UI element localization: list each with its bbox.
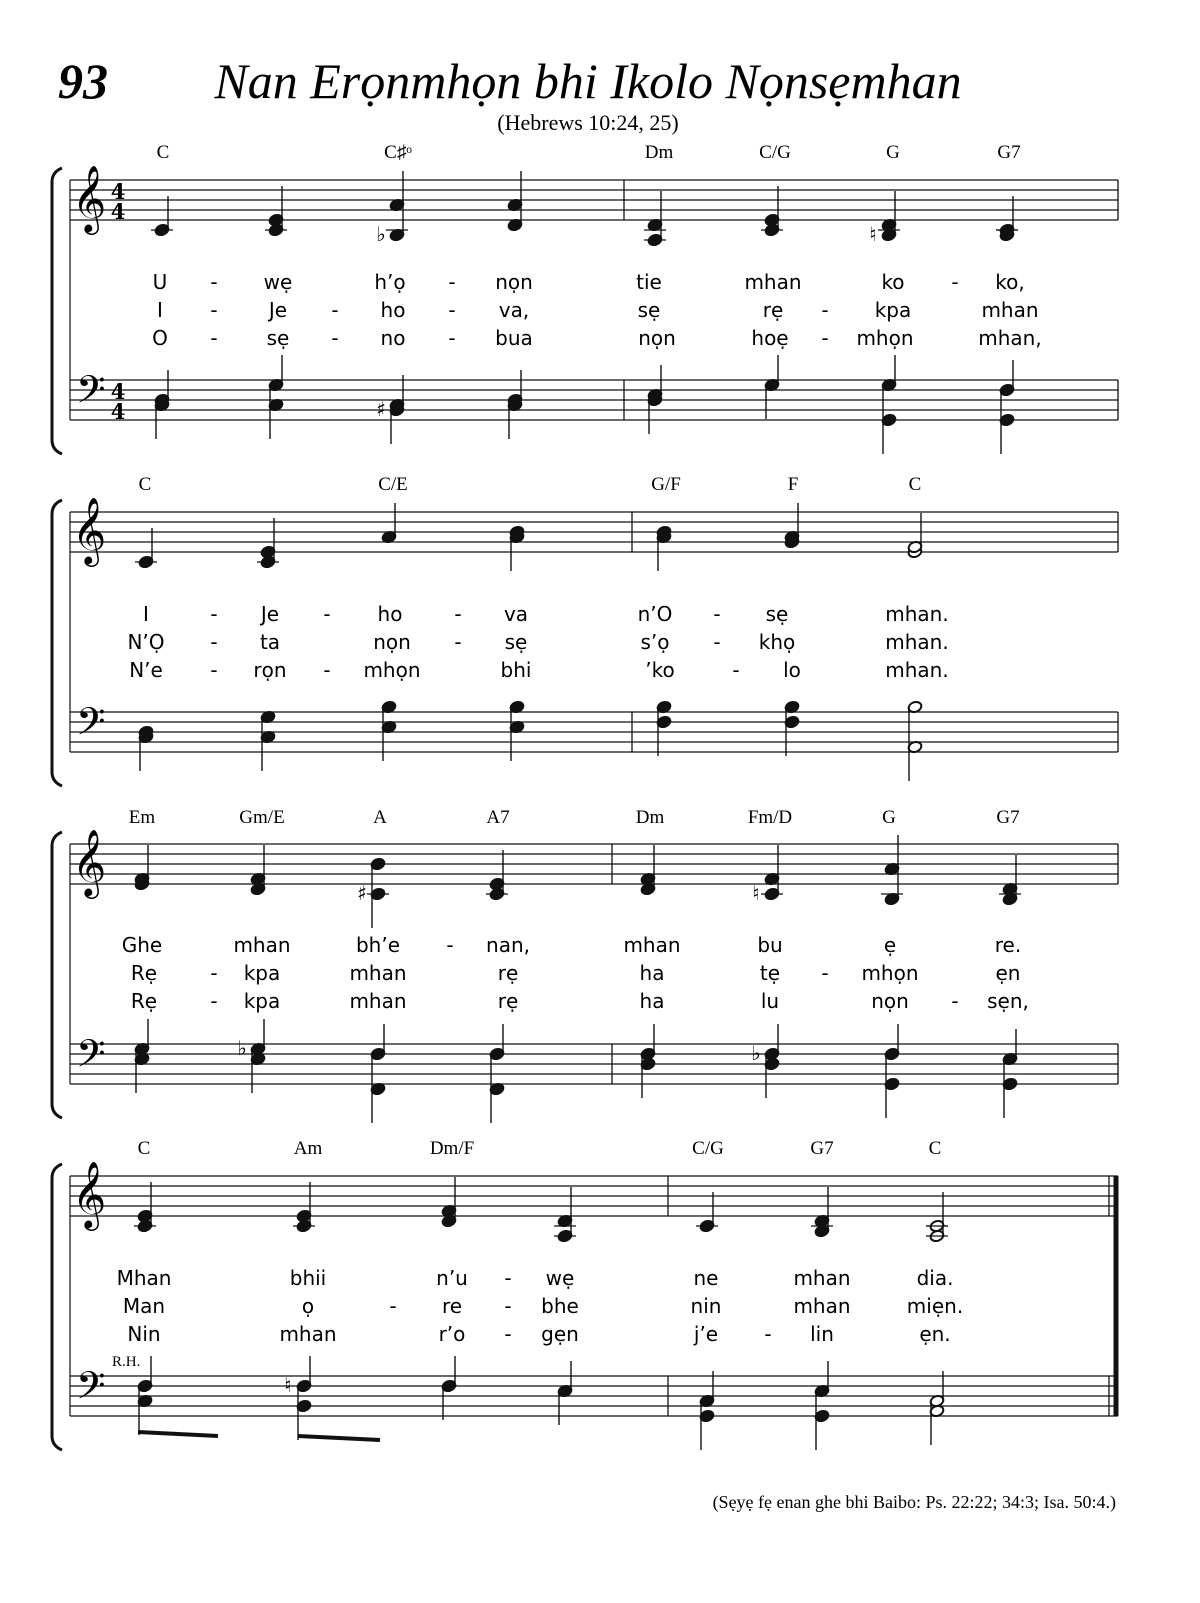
treble-clef: 𝄞	[72, 496, 107, 564]
lyric-syllable-verse-1: ko	[881, 270, 905, 294]
lyric-syllable-verse-2: khọ	[758, 630, 796, 654]
lyric-syllable-verse-3: -	[210, 989, 218, 1013]
lyric-syllable-verse-2: -	[389, 1294, 397, 1318]
lyric-syllable-verse-1: mhan	[793, 1266, 851, 1290]
lyric-syllable-verse-1: Ghe	[121, 933, 163, 957]
lyric-syllable-verse-3: kpa	[243, 989, 281, 1013]
lyric-syllable-verse-2: mhan.	[885, 630, 949, 654]
lyric-syllable-verse-2: rẹ	[497, 961, 519, 985]
chord-symbol: G7	[996, 807, 1020, 828]
lyric-syllable-verse-2: -	[210, 298, 218, 322]
lyric-syllable-verse-3: -	[821, 326, 829, 350]
lyric-syllable-verse-2: rẹ	[762, 298, 784, 322]
lyric-syllable-verse-1: -	[323, 602, 331, 626]
lyric-syllable-verse-3: ha	[639, 989, 665, 1013]
lyric-syllable-verse-3: -	[210, 326, 218, 350]
chord-symbol: Gm/E	[239, 807, 285, 828]
chord-symbol: C	[928, 1138, 942, 1159]
chord-symbol: G7	[997, 142, 1021, 163]
lyric-syllable-verse-3: no	[380, 326, 406, 350]
lyric-syllable-verse-2: mhan	[793, 1294, 851, 1318]
lyric-syllable-verse-3: gẹn	[541, 1322, 579, 1346]
chord-symbol: Dm/F	[429, 1138, 475, 1159]
lyric-syllable-verse-2: -	[504, 1294, 512, 1318]
treble-clef: 𝄞	[72, 164, 107, 232]
lyric-syllable-verse-3: Nin	[127, 1322, 161, 1346]
lyric-syllable-verse-1: bhii	[289, 1266, 327, 1290]
hymn-number: 93	[58, 53, 108, 109]
lyric-syllable-verse-3: ẹn.	[919, 1322, 951, 1346]
chord-symbol: C	[138, 474, 152, 495]
lyric-syllable-verse-2: va,	[498, 298, 530, 322]
chord-symbol: G7	[810, 1138, 834, 1159]
chord-symbol: G	[886, 142, 900, 163]
system-4	[52, 1138, 1118, 1450]
chord-symbol: Em	[128, 807, 156, 828]
lyric-syllable-verse-1: nọn	[495, 270, 533, 294]
lyric-syllable-verse-1: Je	[260, 602, 280, 626]
system-brace	[52, 500, 62, 786]
system-3	[52, 807, 1118, 1123]
lyric-syllable-verse-3: lo	[783, 658, 801, 682]
lyric-syllable-verse-1: -	[210, 270, 218, 294]
lyric-syllable-verse-1: n’u	[436, 1266, 468, 1290]
accidental: ♮	[284, 1373, 292, 1397]
system-brace	[52, 832, 62, 1118]
lyric-syllable-verse-2: -	[210, 630, 218, 654]
lyric-syllable-verse-2: s’ọ	[640, 630, 670, 654]
lyric-syllable-verse-2: sẹ	[637, 298, 661, 322]
lyric-syllable-verse-1: -	[210, 602, 218, 626]
lyric-syllable-verse-2: bhe	[541, 1294, 579, 1318]
scripture-reference: (Hebrews 10:24, 25)	[497, 110, 679, 135]
accidental: ♮	[869, 222, 877, 246]
chord-symbol: Dm	[635, 807, 665, 828]
lyric-syllable-verse-1: wẹ	[545, 1266, 575, 1290]
eighth-beam	[298, 1436, 380, 1440]
lyric-syllable-verse-1: Mhan	[116, 1266, 172, 1290]
lyric-syllable-verse-3: -	[331, 326, 339, 350]
lyric-syllable-verse-3: mhan	[349, 989, 407, 1013]
chord-symbol: C/G	[692, 1138, 724, 1159]
lyric-syllable-verse-3: rọn	[253, 658, 287, 682]
lyric-syllable-verse-3: -	[504, 1322, 512, 1346]
chord-symbol: C	[156, 142, 170, 163]
lyric-syllable-verse-2: kpa	[243, 961, 281, 985]
hymn-title: Nan Erọnmhọn bhi Ikolo Nọnsẹmhan	[214, 53, 962, 109]
lyric-syllable-verse-2: sẹ	[504, 630, 528, 654]
chord-symbol: G	[882, 807, 896, 828]
lyric-syllable-verse-3: Rẹ	[130, 989, 158, 1013]
lyric-syllable-verse-2: kpa	[874, 298, 912, 322]
lyric-syllable-verse-3: -	[323, 658, 331, 682]
lyric-syllable-verse-3: nọn	[638, 326, 676, 350]
chord-symbol: C♯ᵒ	[384, 142, 412, 163]
lyric-syllable-verse-3: mhan,	[978, 326, 1042, 350]
lyric-syllable-verse-3: sẹ	[266, 326, 290, 350]
lyric-syllable-verse-1: ko,	[995, 270, 1025, 294]
lyric-syllable-verse-3: -	[210, 658, 218, 682]
lyric-syllable-verse-3: sẹn,	[987, 989, 1029, 1013]
lyric-syllable-verse-3: r’o	[438, 1322, 466, 1346]
eighth-beam	[138, 1432, 218, 1436]
chord-symbol: G/F	[651, 474, 681, 495]
lyric-syllable-verse-3: N’e	[129, 658, 163, 682]
lyric-syllable-verse-2: -	[821, 961, 829, 985]
lyric-syllable-verse-1: mhan	[623, 933, 681, 957]
accidental: ♭	[376, 222, 386, 246]
bass-clef: 𝄢	[76, 1363, 106, 1417]
lyric-syllable-verse-3: mhọn	[363, 658, 421, 682]
chord-symbol: A7	[486, 807, 510, 828]
system-brace	[52, 1164, 62, 1450]
lyric-syllable-verse-2: -	[210, 961, 218, 985]
lyric-syllable-verse-1: tie	[636, 270, 662, 294]
lyric-syllable-verse-1: mhan	[233, 933, 291, 957]
bass-clef: 𝄢	[76, 367, 106, 421]
lyric-syllable-verse-1: -	[504, 1266, 512, 1290]
lyric-syllable-verse-1: U	[152, 270, 168, 294]
lyric-syllable-verse-3: bhi	[500, 658, 532, 682]
bass-clef: 𝄢	[76, 1031, 106, 1085]
lyric-syllable-verse-3: -	[448, 326, 456, 350]
accidental: ♯	[357, 881, 367, 905]
lyric-syllable-verse-1: n’O	[637, 602, 673, 626]
accidental: ♮	[752, 881, 760, 905]
time-signature-top: 4	[110, 179, 126, 204]
lyric-syllable-verse-3: nọn	[871, 989, 909, 1013]
chord-symbol: Fm/D	[747, 807, 793, 828]
treble-clef: 𝄞	[72, 1160, 107, 1228]
lyric-syllable-verse-2: mhan	[349, 961, 407, 985]
lyric-syllable-verse-2: N’Ọ	[127, 630, 165, 654]
lyric-syllable-verse-3: -	[764, 1322, 772, 1346]
lyric-syllable-verse-1: va	[503, 602, 529, 626]
bass-clef: 𝄢	[76, 699, 106, 753]
lyric-syllable-verse-2: Rẹ	[130, 961, 158, 985]
lyric-syllable-verse-1: h’ọ	[374, 270, 406, 294]
accidental: ♭	[751, 1041, 761, 1065]
chord-symbol: Dm	[644, 142, 674, 163]
chord-symbol: C/G	[759, 142, 791, 163]
accidental: ♯	[376, 397, 386, 421]
lyric-syllable-verse-2: -	[713, 630, 721, 654]
lyric-syllable-verse-1: ẹ	[883, 933, 897, 957]
lyric-syllable-verse-2: Man	[122, 1294, 166, 1318]
lyric-syllable-verse-3: lu	[760, 989, 780, 1013]
lyric-syllable-verse-2: I	[157, 298, 163, 322]
lyric-syllable-verse-1: sẹ	[765, 602, 789, 626]
lyric-syllable-verse-3: ’ko	[645, 658, 675, 682]
lyric-syllable-verse-2: -	[454, 630, 462, 654]
system-1	[52, 142, 1118, 454]
lyric-syllable-verse-3: bua	[495, 326, 533, 350]
treble-clef: 𝄞	[72, 828, 107, 896]
lyric-syllable-verse-2: nọn	[373, 630, 411, 654]
lyric-syllable-verse-1: mhan	[744, 270, 802, 294]
lyric-syllable-verse-1: -	[951, 270, 959, 294]
lyric-syllable-verse-1: -	[446, 933, 454, 957]
chord-symbol: F	[787, 474, 799, 495]
accidental: ♭	[237, 1036, 247, 1060]
lyric-syllable-verse-3: rẹ	[497, 989, 519, 1013]
lyric-syllable-verse-3: -	[732, 658, 740, 682]
lyric-syllable-verse-2: -	[331, 298, 339, 322]
lyric-syllable-verse-2: re	[441, 1294, 463, 1318]
lyric-syllable-verse-1: -	[454, 602, 462, 626]
lyric-syllable-verse-3: O	[152, 326, 168, 350]
chord-symbol: Am	[293, 1138, 323, 1159]
lyric-syllable-verse-2: ho	[380, 298, 406, 322]
lyric-syllable-verse-2: nin	[690, 1294, 722, 1318]
lyric-syllable-verse-1: mhan.	[885, 602, 949, 626]
lyric-syllable-verse-1: -	[713, 602, 721, 626]
lyric-syllable-verse-2: ha	[639, 961, 665, 985]
lyric-syllable-verse-1: -	[448, 270, 456, 294]
lyric-syllable-verse-2: Je	[268, 298, 288, 322]
lyric-syllable-verse-2: ọ	[301, 1294, 315, 1318]
lyric-syllable-verse-3: lin	[810, 1322, 834, 1346]
lyric-syllable-verse-1: wẹ	[263, 270, 293, 294]
lyric-syllable-verse-3: j’e	[693, 1322, 719, 1346]
time-signature-bottom: 4	[110, 399, 126, 424]
lyric-syllable-verse-1: nan,	[486, 933, 530, 957]
time-signature-top: 4	[110, 379, 126, 404]
lyric-syllable-verse-3: mhan.	[885, 658, 949, 682]
system-brace	[52, 168, 62, 454]
right-hand-marking: R.H.	[112, 1354, 141, 1370]
lyric-syllable-verse-3: mhọn	[856, 326, 914, 350]
chord-symbol: C	[908, 474, 922, 495]
system-2	[52, 474, 1118, 786]
lyric-syllable-verse-1: re.	[994, 933, 1022, 957]
lyric-syllable-verse-2: ẹn	[995, 961, 1021, 985]
lyric-syllable-verse-1: ho	[377, 602, 403, 626]
lyric-syllable-verse-1: dia.	[916, 1266, 954, 1290]
lyric-syllable-verse-3: mhan	[279, 1322, 337, 1346]
lyric-syllable-verse-2: ta	[259, 630, 281, 654]
footer-references: (Sẹyẹ fẹ enan ghe bhi Baibo: Ps. 22:22; 34:3; Isa. 50:4.)	[712, 1492, 1116, 1512]
lyric-syllable-verse-1: ne	[693, 1266, 719, 1290]
chord-symbol: C/E	[378, 474, 408, 495]
lyric-syllable-verse-2: -	[821, 298, 829, 322]
lyric-syllable-verse-2: mhọn	[861, 961, 919, 985]
time-signature-bottom: 4	[110, 199, 126, 224]
lyric-syllable-verse-3: -	[951, 989, 959, 1013]
chord-symbol: A	[373, 807, 387, 828]
lyric-syllable-verse-1: I	[143, 602, 149, 626]
lyric-syllable-verse-1: bu	[757, 933, 783, 957]
lyric-syllable-verse-2: mhan	[981, 298, 1039, 322]
lyric-syllable-verse-1: bh’e	[355, 933, 401, 957]
lyric-syllable-verse-2: miẹn.	[906, 1294, 964, 1318]
lyric-syllable-verse-2: -	[448, 298, 456, 322]
lyric-syllable-verse-3: hoẹ	[751, 326, 789, 350]
lyric-syllable-verse-2: tẹ	[759, 961, 781, 985]
chord-symbol: C	[137, 1138, 151, 1159]
